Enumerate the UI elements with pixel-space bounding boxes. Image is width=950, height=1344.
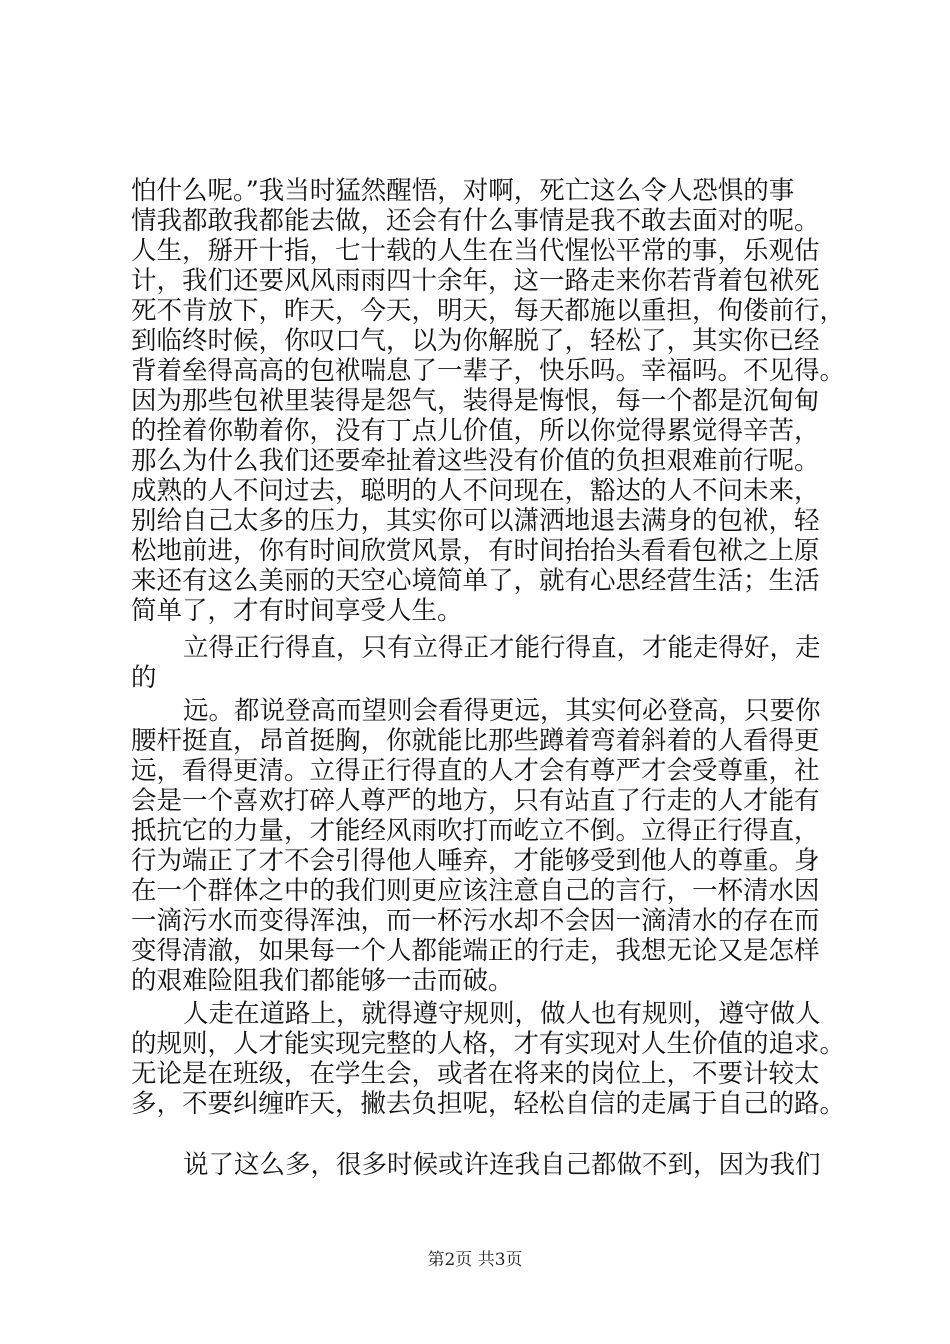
text-line: 情我都敢我都能去做，还会有什么事情是我不敢去面对的呢。 (131, 206, 820, 236)
text-line: 死不肯放下，昨天，今天，明天，每天都施以重担，佝偻前行， (131, 296, 846, 326)
text-line: 的规则，人才能实现完整的人格，才有实现对人生价值的追求。 (131, 1029, 846, 1059)
text-line: 因为那些包袱里装得是怨气，装得是悔恨，每一个都是沉甸甸 (131, 386, 820, 416)
text-line: 的艰难险阻我们都能够一击而破。 (131, 966, 514, 996)
text-line: 会是一个喜欢打碎人尊严的地方，只有站直了行走的人才能有 (131, 786, 820, 816)
text-line: 说了这么多，很多时候或许连我自己都做不到，因为我们 (183, 1150, 821, 1180)
text-line: 在一个群体之中的我们则更应该注意自己的言行，一杯清水因 (131, 876, 820, 906)
text-line: 一滴污水而变得浑浊，而一杯污水却不会因一滴清水的存在而 (131, 906, 820, 936)
page-footer: 第2页 共3页 (427, 1250, 523, 1270)
text-line: 远。都说登高而望则会看得更远，其实何必登高，只要你 (183, 696, 821, 726)
text-line: 远，看得更清。立得正行得直的人才会有尊严才会受尊重，社 (131, 756, 820, 786)
text-line: 行为端正了才不会引得他人唾弃，才能够受到他人的尊重。身 (131, 846, 820, 876)
text-line: 成熟的人不问过去，聪明的人不问现在，豁达的人不问未来， (131, 476, 820, 506)
text-line: 无论是在班级，在学生会，或者在将来的岗位上，不要计较太 (131, 1059, 820, 1089)
text-line: 变得清澈，如果每一个人都能端正的行走，我想无论又是怎样 (131, 936, 820, 966)
text-line: 的拴着你勒着你，没有丁点儿价值，所以你觉得累觉得辛苦， (131, 416, 820, 446)
text-line: 计，我们还要风风雨雨四十余年，这一路走来你若背着包袱死 (131, 266, 820, 296)
text-line: 多，不要纠缠昨天，撇去负担呢，轻松自信的走属于自己的路。 (131, 1089, 846, 1119)
text-line: 松地前进，你有时间欣赏风景，有时间抬抬头看看包袱之上原 (131, 536, 820, 566)
text-line: 来还有这么美丽的天空心境简单了，就有心思经营生活；生活 (131, 566, 820, 596)
text-line: 那么为什么我们还要牵扯着这些没有价值的负担艰难前行呢。 (131, 446, 820, 476)
text-line: 腰杆挺直，昂首挺胸，你就能比那些蹲着弯着斜着的人看得更 (131, 726, 820, 756)
text-line: 别给自己太多的压力，其实你可以潇洒地退去满身的包袱，轻 (131, 506, 820, 536)
text-line: 抵抗它的力量，才能经风雨吹打而屹立不倒。立得正行得直， (131, 816, 820, 846)
text-line: 怕什么呢。”我当时猛然醒悟，对啊，死亡这么令人恐惧的事 (131, 176, 795, 206)
text-line: 的 (131, 663, 157, 693)
text-line: 到临终时候，你叹口气，以为你解脱了，轻松了，其实你已经 (131, 326, 820, 356)
text-line: 立得正行得直，只有立得正才能行得直，才能走得好，走 (183, 633, 821, 663)
text-line: 简单了，才有时间享受人生。 (131, 596, 463, 626)
text-line: 背着垒得高高的包袱喘息了一辈子，快乐吗。幸福吗。不见得。 (131, 356, 846, 386)
text-line: 人走在道路上，就得遵守规则，做人也有规则，遵守做人 (183, 999, 821, 1029)
text-line: 人生，掰开十指，七十载的人生在当代惺忪平常的事，乐观估 (131, 236, 820, 266)
